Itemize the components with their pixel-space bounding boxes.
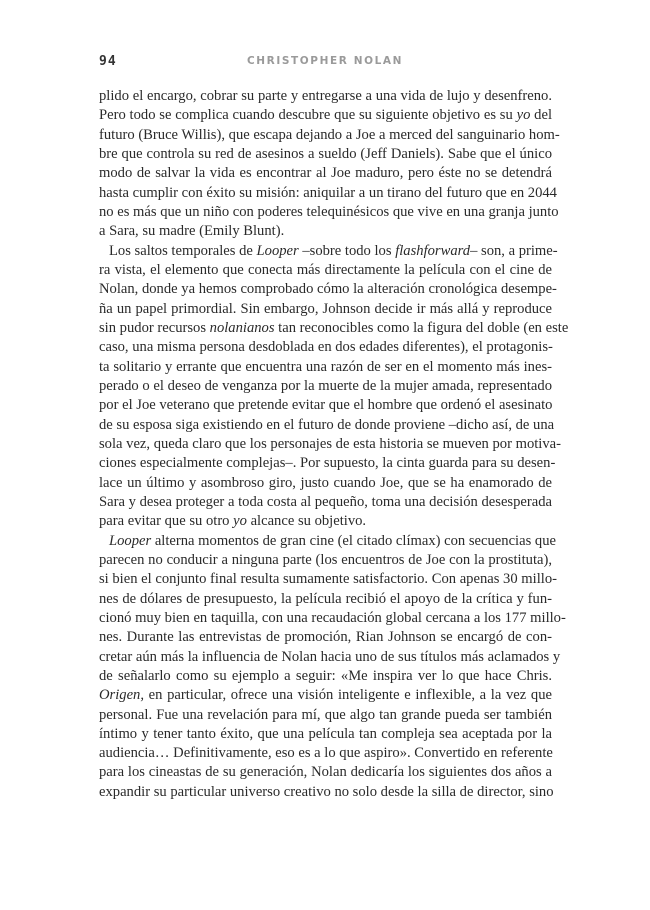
text-line [99, 126, 560, 145]
text-line [99, 300, 552, 319]
text-run: para evitar que su otro [99, 513, 234, 530]
text-run: alterna momentos de gran cine (el citado clímax) con secuencias que [151, 532, 556, 549]
text-run: Los saltos temporales de [109, 242, 257, 259]
page-number: 94 [99, 54, 117, 69]
text-line [99, 706, 552, 725]
text-line [99, 358, 552, 377]
italic-text: yo [233, 513, 247, 530]
text-line [99, 570, 557, 589]
text-line [99, 493, 552, 512]
italic-text: Origen, [99, 687, 144, 704]
text-run: audiencia… Definitivamente, eso es a lo que aspiro». Convertido en referente [99, 745, 553, 762]
text-line [99, 532, 556, 551]
text-run: sola vez, queda claro que los personajes de esta historia se mueven por motiva- [99, 435, 561, 452]
text-line [99, 474, 552, 493]
text-line [99, 106, 552, 125]
text-run: lace un último y asombroso giro, justo cuando Joe, que se ha enamorado de [99, 474, 552, 491]
paragraph [99, 532, 566, 803]
text-line [99, 280, 557, 299]
text-run: alcance su objetivo. [246, 513, 367, 530]
text-run: – son, a prime- [470, 242, 558, 259]
text-line [99, 416, 555, 435]
running-title: CHRISTOPHER NOLAN [246, 55, 404, 67]
text-line [99, 667, 552, 686]
text-line [99, 396, 552, 415]
text-run: por el Joe veterano que pretende evitar que el hombre que ordenó el asesinato [99, 397, 553, 414]
text-line [99, 261, 552, 280]
paragraph [99, 242, 569, 532]
text-run: modo de salvar la vida es encontrar al Joe maduro, pero éste no se detendrá [99, 165, 552, 182]
italic-text: flashforward [395, 242, 471, 259]
text-run: sin pudor recursos [99, 319, 210, 336]
text-line [99, 338, 552, 357]
text-run: de señalarlo como su ejemplo a seguir: «Me inspira ver lo que hace Chris. [99, 667, 552, 684]
text-run: ra vista, el elemento que conecta más directamente la película con el cine de [99, 261, 552, 278]
text-line [99, 763, 552, 782]
text-line [99, 454, 556, 473]
text-run: de su esposa siga existiendo en el futuro de donde proviene –dicho así, de una [99, 416, 555, 433]
text-run: íntimo y tener tanto éxito, que una película tan compleja sea aceptada por la [99, 725, 552, 742]
text-run: Sara y desea proteger a toda costa al pequeño, toma una decisión desesperada [99, 493, 552, 510]
text-line [99, 184, 557, 203]
italic-text: Looper [109, 532, 152, 549]
text-run: perado o el deseo de venganza por la muerte de la mujer amada, representado [99, 377, 552, 394]
text-line [99, 686, 552, 705]
text-line [99, 319, 569, 338]
text-line [99, 725, 552, 744]
text-line [99, 512, 552, 531]
text-line [99, 222, 552, 241]
text-run: Nolan, donde ya hemos comprobado cómo la alteración cronológica desempe- [99, 281, 557, 298]
text-line [99, 242, 558, 261]
text-run: –sobre todo los [298, 242, 396, 259]
body-text [99, 87, 569, 802]
text-run: ciones especialmente complejas–. Por supuesto, la cinta guarda para su desen- [99, 455, 556, 472]
text-run: hasta cumplir con éxito su misión: aniquilar a un tirano del futuro que en 2044 [99, 184, 557, 201]
text-line [99, 744, 552, 763]
text-run: en particular, ofrece una visión inteligente e inflexible, a la vez que [144, 687, 552, 704]
text-line [99, 648, 561, 667]
text-run: cionó muy bien en taquilla, con una recaudación global cercana a los 177 millo- [99, 609, 566, 626]
text-run: a Sara, su madre (Emily Blunt). [99, 223, 285, 240]
text-run: futuro (Bruce Willis), que escapa dejando a Joe a merced del sanguinario hom- [99, 126, 560, 143]
italic-text: nolanianos [209, 319, 275, 336]
text-run: no es más que un niño con poderes telequinésicos que vive en una granja junto [99, 203, 559, 220]
text-run: cretar aún más la influencia de Nolan hacia uno de sus títulos más aclamados y [99, 648, 561, 665]
text-run: Pero todo se complica cuando descubre que su siguiente objetivo es su [99, 107, 517, 124]
text-run: del [530, 107, 552, 124]
text-run: caso, una misma persona desdoblada en dos edades diferentes), el protagonis- [99, 339, 553, 356]
text-line [99, 377, 552, 396]
text-run: parecen no conducir a ninguna parte (los encuentros de Joe con la prostituta), [99, 551, 552, 568]
text-line [99, 783, 552, 802]
paragraph [99, 87, 560, 242]
text-run: nes de dólares de presupuesto, la película recibió el apoyo de la crítica y fun- [99, 590, 552, 607]
text-line [99, 435, 561, 454]
text-line [99, 164, 552, 183]
text-run: plido el encargo, cobrar su parte y entregarse a una vida de lujo y desenfreno. [99, 88, 552, 104]
text-line [99, 551, 552, 570]
italic-text: yo [516, 107, 531, 124]
text-line [99, 203, 559, 222]
text-line [99, 87, 552, 106]
text-line [99, 628, 552, 647]
text-line [99, 590, 552, 609]
text-run: nes. Durante las entrevistas de promoción, Rian Johnson se encargó de con- [99, 629, 552, 646]
text-run: personal. Fue una revelación para mí, que algo tan grande pueda ser también [99, 706, 552, 723]
text-run: ta solitario y errante que encuentra una razón de ser en el momento más ines- [99, 358, 552, 375]
italic-text: Looper [256, 242, 299, 259]
text-run: si bien el conjunto final resulta sumamente satisfactorio. Con apenas 30 millo- [99, 571, 557, 588]
text-run: para los cineastas de su generación, Nolan dedicaría los siguientes dos años a [99, 764, 552, 781]
text-run: expandir su particular universo creativo no solo desde la silla de director, sino [99, 783, 554, 800]
text-run: tan reconocibles como la figura del doble (en este [274, 319, 569, 336]
text-run: ña un papel primordial. Sin embargo, Johnson decide ir más allá y reproduce [99, 300, 552, 317]
text-line [99, 609, 566, 628]
text-line [99, 145, 552, 164]
text-run: bre que controla su red de asesinos a sueldo (Jeff Daniels). Sabe que el único [99, 145, 552, 162]
